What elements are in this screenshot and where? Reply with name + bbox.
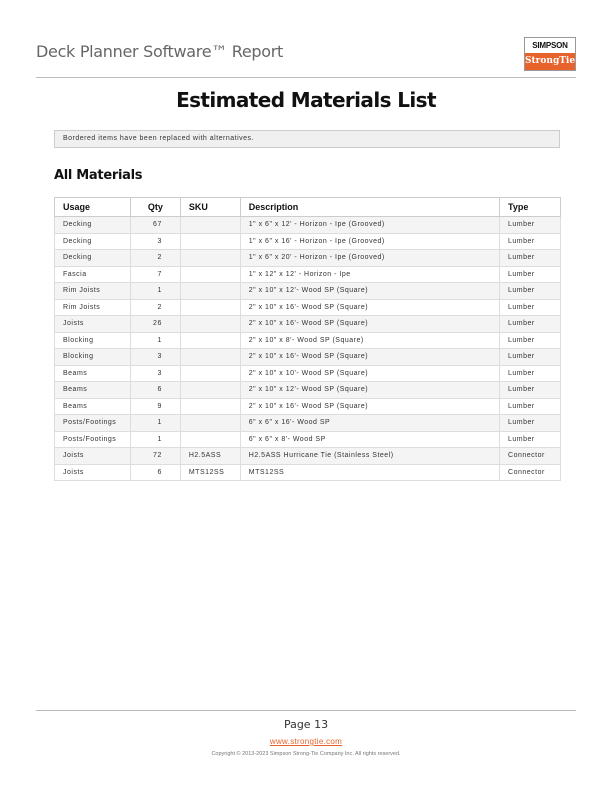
footer-divider [36,710,576,711]
cell-qty: 67 [130,217,180,234]
cell-description: 6" x 6" x 8'- Wood SP [240,431,499,448]
cell-qty: 1 [130,332,180,349]
page-number: Page 13 [283,718,329,731]
cell-qty: 1 [130,415,180,432]
website-link[interactable]: www.strongtie.com [269,737,343,746]
cell-usage: Joists [55,448,131,465]
cell-sku [180,398,240,415]
cell-sku [180,283,240,300]
cell-usage: Decking [55,217,131,234]
cell-qty: 2 [130,299,180,316]
table-row [55,217,561,234]
cell-qty: 7 [130,266,180,283]
table-row [55,382,561,399]
cell-type: Lumber [500,233,561,250]
cell-description: 2" x 10" x 16'- Wood SP (Square) [240,398,499,415]
cell-description: 2" x 10" x 16'- Wood SP (Square) [240,349,499,366]
cell-description: 2" x 10" x 12'- Wood SP (Square) [240,382,499,399]
table-row [55,250,561,267]
cell-sku [180,349,240,366]
cell-description: 2" x 10" x 16'- Wood SP (Square) [240,316,499,333]
column-header-description: Description [240,198,499,217]
table-row [55,299,561,316]
cell-description: 2" x 10" x 16'- Wood SP (Square) [240,299,499,316]
cell-type: Lumber [500,365,561,382]
table-row [55,448,561,465]
cell-type: Lumber [500,415,561,432]
copyright-text: Copyright © 2013-2023 Simpson Strong-Tie Company Inc. All rights reserved. [211,751,401,757]
cell-description: 2" x 10" x 8'- Wood SP (Square) [240,332,499,349]
cell-description: 6" x 6" x 16'- Wood SP [240,415,499,432]
cell-description: 1" x 6" x 12' - Horizon - Ipe (Grooved) [240,217,499,234]
cell-sku [180,431,240,448]
table-row [55,464,561,481]
table-row [55,316,561,333]
cell-usage: Blocking [55,349,131,366]
cell-usage: Posts/Footings [55,415,131,432]
cell-qty: 9 [130,398,180,415]
cell-sku [180,332,240,349]
cell-usage: Decking [55,233,131,250]
notice-banner: Bordered items have been replaced with alternatives. [54,130,560,148]
cell-usage: Beams [55,398,131,415]
cell-qty: 3 [130,349,180,366]
cell-qty: 6 [130,382,180,399]
cell-type: Lumber [500,283,561,300]
table-row [55,415,561,432]
cell-description: 1" x 12" x 12' - Horizon - Ipe [240,266,499,283]
cell-usage: Joists [55,316,131,333]
cell-type: Connector [500,448,561,465]
header-divider [36,77,576,78]
cell-type: Lumber [500,316,561,333]
cell-type: Lumber [500,332,561,349]
table-row [55,233,561,250]
cell-usage: Beams [55,382,131,399]
table-row [55,365,561,382]
cell-description: 1" x 6" x 16' - Horizon - Ipe (Grooved) [240,233,499,250]
cell-usage: Joists [55,464,131,481]
cell-description: 1" x 6" x 20' - Horizon - Ipe (Grooved) [240,250,499,267]
column-header-sku: SKU [180,198,240,217]
cell-sku [180,382,240,399]
table-row [55,283,561,300]
logo-bottom-text: StrongTie [525,53,575,70]
report-header-title: Deck Planner Software™ Report [36,42,283,61]
cell-qty: 1 [130,431,180,448]
cell-sku [180,299,240,316]
cell-description: 2" x 10" x 10'- Wood SP (Square) [240,365,499,382]
table-row [55,398,561,415]
cell-type: Connector [500,464,561,481]
materials-table [54,197,561,481]
cell-usage: Rim Joists [55,299,131,316]
cell-usage: Beams [55,365,131,382]
column-header-type: Type [500,198,561,217]
cell-description: 2" x 10" x 12'- Wood SP (Square) [240,283,499,300]
simpson-strongtie-logo [524,37,576,71]
cell-sku [180,250,240,267]
cell-usage: Posts/Footings [55,431,131,448]
column-header-usage: Usage [55,198,131,217]
cell-sku: MTS12SS [180,464,240,481]
cell-sku [180,415,240,432]
cell-qty: 72 [130,448,180,465]
cell-usage: Rim Joists [55,283,131,300]
cell-type: Lumber [500,266,561,283]
page-title: Estimated Materials List [176,88,436,112]
cell-type: Lumber [500,349,561,366]
cell-qty: 1 [130,283,180,300]
section-title: All Materials [54,168,143,183]
cell-qty: 26 [130,316,180,333]
cell-type: Lumber [500,431,561,448]
cell-sku [180,233,240,250]
cell-description: H2.5ASS Hurricane Tie (Stainless Steel) [240,448,499,465]
cell-sku: H2.5ASS [180,448,240,465]
cell-type: Lumber [500,217,561,234]
cell-type: Lumber [500,382,561,399]
table-row [55,266,561,283]
cell-sku [180,217,240,234]
table-row [55,431,561,448]
cell-usage: Blocking [55,332,131,349]
cell-type: Lumber [500,398,561,415]
table-row [55,349,561,366]
cell-qty: 3 [130,233,180,250]
cell-sku [180,316,240,333]
cell-usage: Fascia [55,266,131,283]
column-header-qty: Qty [130,198,180,217]
cell-qty: 3 [130,365,180,382]
cell-type: Lumber [500,299,561,316]
table-row [55,332,561,349]
cell-qty: 2 [130,250,180,267]
cell-description: MTS12SS [240,464,499,481]
cell-type: Lumber [500,250,561,267]
logo-top-text: SIMPSON [525,38,575,53]
cell-sku [180,266,240,283]
cell-sku [180,365,240,382]
cell-qty: 6 [130,464,180,481]
cell-usage: Decking [55,250,131,267]
table-header-row [55,198,561,217]
